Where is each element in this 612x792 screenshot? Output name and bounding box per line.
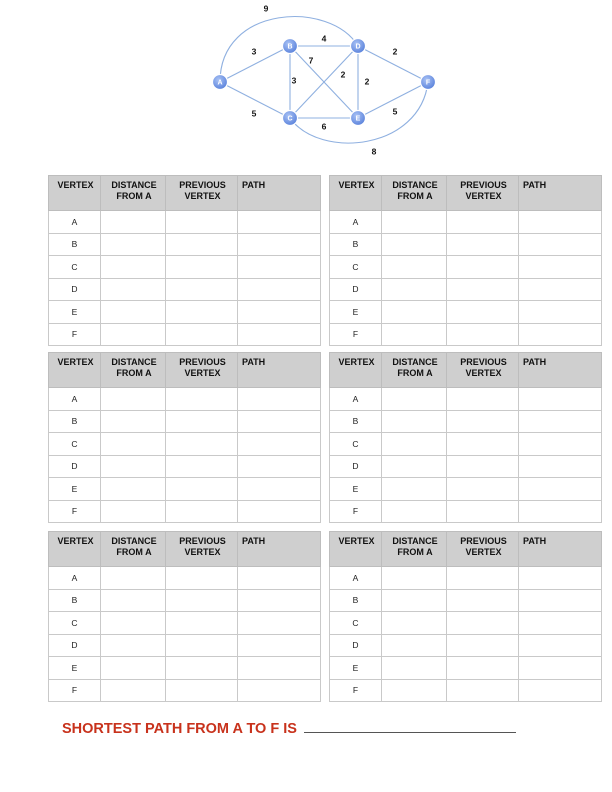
- previous-cell[interactable]: [447, 211, 519, 234]
- vertex-cell: B: [49, 410, 101, 433]
- table-row-c: [49, 256, 321, 279]
- header-path: PATH: [519, 176, 602, 211]
- path-cell[interactable]: [238, 301, 321, 324]
- distance-cell[interactable]: [382, 233, 447, 256]
- previous-cell[interactable]: [447, 410, 519, 433]
- header-distance: DISTANCE FROM A: [101, 176, 166, 211]
- path-cell[interactable]: [238, 500, 321, 523]
- path-cell[interactable]: [238, 634, 321, 657]
- vertex-cell: B: [330, 233, 382, 256]
- vertex-cell: D: [49, 455, 101, 478]
- path-cell[interactable]: [238, 567, 321, 590]
- previous-cell[interactable]: [447, 301, 519, 324]
- node-label: E: [355, 115, 361, 123]
- vertex-cell: B: [49, 233, 101, 256]
- distance-cell[interactable]: [382, 679, 447, 702]
- vertex-cell: D: [330, 634, 382, 657]
- previous-cell[interactable]: [166, 657, 238, 680]
- node-f: [421, 75, 436, 90]
- path-cell[interactable]: [238, 278, 321, 301]
- table-row-d: [330, 278, 602, 301]
- header-vertex: VERTEX: [49, 176, 101, 211]
- previous-cell[interactable]: [166, 567, 238, 590]
- table-row-b: [330, 410, 602, 433]
- distance-cell[interactable]: [101, 657, 166, 680]
- answer-label: SHORTEST PATH FROM A TO F IS: [62, 721, 297, 737]
- path-cell[interactable]: [238, 410, 321, 433]
- distance-cell[interactable]: [101, 323, 166, 346]
- node-c: [283, 111, 298, 126]
- distance-cell[interactable]: [382, 388, 447, 411]
- table-row-e: [49, 478, 321, 501]
- distance-cell[interactable]: [101, 301, 166, 324]
- header-previous: PREVIOUS VERTEX: [166, 176, 238, 211]
- dijkstra-table-5: [48, 531, 321, 702]
- table-row-a: [330, 388, 602, 411]
- edge-weight-c-e: 6: [321, 121, 327, 132]
- header-distance: DISTANCE FROM A: [382, 176, 447, 211]
- distance-cell[interactable]: [382, 589, 447, 612]
- distance-cell[interactable]: [101, 455, 166, 478]
- previous-cell[interactable]: [166, 634, 238, 657]
- distance-cell[interactable]: [101, 278, 166, 301]
- vertex-cell: E: [49, 301, 101, 324]
- previous-cell[interactable]: [166, 256, 238, 279]
- previous-cell[interactable]: [166, 433, 238, 456]
- table-row-a: [330, 567, 602, 590]
- distance-cell[interactable]: [101, 679, 166, 702]
- previous-cell[interactable]: [447, 278, 519, 301]
- previous-cell[interactable]: [166, 612, 238, 635]
- table-row-f: [49, 323, 321, 346]
- node-b: [283, 39, 298, 54]
- table-row-e: [330, 478, 602, 501]
- path-cell[interactable]: [519, 211, 602, 234]
- previous-cell[interactable]: [447, 589, 519, 612]
- header-path: PATH: [238, 532, 321, 567]
- node-e: [351, 111, 366, 126]
- path-cell[interactable]: [519, 410, 602, 433]
- distance-cell[interactable]: [101, 612, 166, 635]
- node-label: D: [355, 43, 361, 51]
- vertex-cell: A: [330, 388, 382, 411]
- path-cell[interactable]: [238, 233, 321, 256]
- distance-cell[interactable]: [101, 410, 166, 433]
- table-row-b: [330, 233, 602, 256]
- path-cell[interactable]: [238, 657, 321, 680]
- path-cell[interactable]: [238, 211, 321, 234]
- path-cell[interactable]: [238, 388, 321, 411]
- path-cell[interactable]: [519, 301, 602, 324]
- previous-cell[interactable]: [447, 323, 519, 346]
- path-cell[interactable]: [238, 433, 321, 456]
- vertex-cell: B: [330, 410, 382, 433]
- edge-weight-b-c: 3: [291, 75, 297, 86]
- distance-cell[interactable]: [382, 567, 447, 590]
- previous-cell[interactable]: [447, 657, 519, 680]
- distance-cell[interactable]: [101, 211, 166, 234]
- distance-cell[interactable]: [382, 612, 447, 635]
- node-label: B: [287, 43, 293, 51]
- node-label: F: [425, 79, 431, 87]
- header-distance: DISTANCE FROM A: [101, 532, 166, 567]
- edge-weight-b-d: 4: [321, 33, 327, 44]
- path-cell[interactable]: [519, 567, 602, 590]
- previous-cell[interactable]: [447, 679, 519, 702]
- header-vertex: VERTEX: [330, 353, 382, 388]
- table-row-b: [330, 589, 602, 612]
- previous-cell[interactable]: [447, 478, 519, 501]
- vertex-cell: C: [330, 433, 382, 456]
- table-row-a: [49, 567, 321, 590]
- table-row-c: [49, 612, 321, 635]
- vertex-cell: A: [330, 211, 382, 234]
- previous-cell[interactable]: [166, 679, 238, 702]
- previous-cell[interactable]: [447, 612, 519, 635]
- header-previous: PREVIOUS VERTEX: [166, 353, 238, 388]
- vertex-cell: C: [49, 433, 101, 456]
- table-row-e: [49, 657, 321, 680]
- weighted-graph-diagram: [0, 0, 612, 170]
- vertex-cell: B: [49, 589, 101, 612]
- vertex-cell: C: [330, 612, 382, 635]
- previous-cell[interactable]: [166, 211, 238, 234]
- vertex-cell: F: [49, 323, 101, 346]
- edge-weight-e-f: 5: [392, 106, 398, 117]
- distance-cell[interactable]: [101, 634, 166, 657]
- header-path: PATH: [238, 353, 321, 388]
- header-previous: PREVIOUS VERTEX: [447, 353, 519, 388]
- path-cell[interactable]: [519, 278, 602, 301]
- vertex-cell: D: [330, 278, 382, 301]
- node-label: A: [217, 79, 223, 87]
- previous-cell[interactable]: [447, 233, 519, 256]
- distance-cell[interactable]: [382, 278, 447, 301]
- header-distance: DISTANCE FROM A: [382, 353, 447, 388]
- previous-cell[interactable]: [166, 301, 238, 324]
- shortest-path-answer: [62, 718, 516, 737]
- distance-cell[interactable]: [382, 478, 447, 501]
- table-row-d: [49, 278, 321, 301]
- previous-cell[interactable]: [447, 256, 519, 279]
- previous-cell[interactable]: [166, 388, 238, 411]
- path-cell[interactable]: [519, 478, 602, 501]
- path-cell[interactable]: [519, 679, 602, 702]
- edge-weight-d-f: 2: [392, 46, 398, 57]
- path-cell[interactable]: [519, 455, 602, 478]
- distance-cell[interactable]: [101, 388, 166, 411]
- header-previous: PREVIOUS VERTEX: [166, 532, 238, 567]
- edge-weight-d-e: 2: [364, 76, 370, 87]
- edge-weight-c-d: 2: [340, 69, 346, 80]
- previous-cell[interactable]: [166, 500, 238, 523]
- table-row-d: [49, 455, 321, 478]
- table-row-a: [49, 211, 321, 234]
- table-row-b: [49, 589, 321, 612]
- vertex-cell: E: [330, 478, 382, 501]
- previous-cell[interactable]: [166, 278, 238, 301]
- dijkstra-table-6: [329, 531, 602, 702]
- node-d: [351, 39, 366, 54]
- vertex-cell: E: [330, 657, 382, 680]
- table-row-e: [330, 657, 602, 680]
- edge-weight-a-c: 5: [251, 108, 257, 119]
- path-cell[interactable]: [238, 455, 321, 478]
- edge-weight-b-e: 7: [308, 55, 314, 66]
- previous-cell[interactable]: [166, 323, 238, 346]
- previous-cell[interactable]: [166, 589, 238, 612]
- dijkstra-table-1: [48, 175, 321, 346]
- table-row-a: [330, 211, 602, 234]
- path-cell[interactable]: [519, 433, 602, 456]
- node-label: C: [287, 115, 293, 123]
- vertex-cell: C: [49, 256, 101, 279]
- path-cell[interactable]: [519, 256, 602, 279]
- distance-cell[interactable]: [382, 211, 447, 234]
- path-cell[interactable]: [238, 323, 321, 346]
- path-cell[interactable]: [519, 500, 602, 523]
- table-row-c: [330, 256, 602, 279]
- path-cell[interactable]: [519, 589, 602, 612]
- header-path: PATH: [519, 532, 602, 567]
- table-row-d: [49, 634, 321, 657]
- path-cell[interactable]: [519, 323, 602, 346]
- header-vertex: VERTEX: [330, 532, 382, 567]
- table-row-c: [330, 612, 602, 635]
- table-row-c: [49, 433, 321, 456]
- path-cell[interactable]: [519, 612, 602, 635]
- vertex-cell: F: [49, 679, 101, 702]
- distance-cell[interactable]: [101, 567, 166, 590]
- distance-cell[interactable]: [101, 433, 166, 456]
- header-distance: DISTANCE FROM A: [382, 532, 447, 567]
- header-vertex: VERTEX: [49, 353, 101, 388]
- table-row-b: [49, 410, 321, 433]
- node-a: [213, 75, 228, 90]
- vertex-cell: A: [49, 567, 101, 590]
- answer-blank-line[interactable]: [304, 718, 516, 733]
- header-previous: PREVIOUS VERTEX: [447, 176, 519, 211]
- table-row-f: [330, 679, 602, 702]
- previous-cell[interactable]: [447, 634, 519, 657]
- path-cell[interactable]: [519, 634, 602, 657]
- distance-cell[interactable]: [101, 233, 166, 256]
- table-row-c: [330, 433, 602, 456]
- header-vertex: VERTEX: [330, 176, 382, 211]
- vertex-cell: A: [49, 388, 101, 411]
- vertex-cell: F: [330, 679, 382, 702]
- previous-cell[interactable]: [447, 455, 519, 478]
- distance-cell[interactable]: [382, 301, 447, 324]
- vertex-cell: E: [49, 478, 101, 501]
- table-row-f: [330, 500, 602, 523]
- table-row-a: [49, 388, 321, 411]
- header-vertex: VERTEX: [49, 532, 101, 567]
- vertex-cell: F: [330, 500, 382, 523]
- path-cell[interactable]: [238, 256, 321, 279]
- vertex-cell: A: [49, 211, 101, 234]
- previous-cell[interactable]: [447, 567, 519, 590]
- vertex-cell: D: [49, 634, 101, 657]
- distance-cell[interactable]: [101, 589, 166, 612]
- table-row-f: [49, 500, 321, 523]
- dijkstra-table-4: [329, 352, 602, 523]
- path-cell[interactable]: [519, 233, 602, 256]
- dijkstra-table-2: [329, 175, 602, 346]
- path-cell[interactable]: [238, 589, 321, 612]
- distance-cell[interactable]: [382, 433, 447, 456]
- vertex-cell: E: [49, 657, 101, 680]
- vertex-cell: A: [330, 567, 382, 590]
- table-row-d: [330, 455, 602, 478]
- table-row-e: [330, 301, 602, 324]
- path-cell[interactable]: [238, 478, 321, 501]
- previous-cell[interactable]: [166, 233, 238, 256]
- table-row-f: [49, 679, 321, 702]
- vertex-cell: F: [49, 500, 101, 523]
- edge-weight-a-b: 3: [251, 46, 257, 57]
- path-cell[interactable]: [238, 612, 321, 635]
- edge-weight-c-f: 8: [371, 146, 377, 157]
- vertex-cell: D: [330, 455, 382, 478]
- header-distance: DISTANCE FROM A: [101, 353, 166, 388]
- previous-cell[interactable]: [447, 388, 519, 411]
- table-row-f: [330, 323, 602, 346]
- header-path: PATH: [519, 353, 602, 388]
- table-row-b: [49, 233, 321, 256]
- vertex-cell: D: [49, 278, 101, 301]
- vertex-cell: E: [330, 301, 382, 324]
- edge-weight-a-d: 9: [263, 3, 269, 14]
- vertex-cell: C: [330, 256, 382, 279]
- vertex-cell: F: [330, 323, 382, 346]
- previous-cell[interactable]: [447, 500, 519, 523]
- distance-cell[interactable]: [101, 500, 166, 523]
- previous-cell[interactable]: [166, 410, 238, 433]
- vertex-cell: C: [49, 612, 101, 635]
- distance-cell[interactable]: [382, 455, 447, 478]
- distance-cell[interactable]: [382, 323, 447, 346]
- vertex-cell: B: [330, 589, 382, 612]
- path-cell[interactable]: [519, 388, 602, 411]
- distance-cell[interactable]: [382, 634, 447, 657]
- distance-cell[interactable]: [101, 478, 166, 501]
- header-path: PATH: [238, 176, 321, 211]
- table-row-e: [49, 301, 321, 324]
- table-row-d: [330, 634, 602, 657]
- previous-cell[interactable]: [447, 433, 519, 456]
- previous-cell[interactable]: [166, 478, 238, 501]
- distance-cell[interactable]: [382, 256, 447, 279]
- header-previous: PREVIOUS VERTEX: [447, 532, 519, 567]
- distance-cell[interactable]: [382, 410, 447, 433]
- previous-cell[interactable]: [166, 455, 238, 478]
- distance-cell[interactable]: [101, 256, 166, 279]
- path-cell[interactable]: [238, 679, 321, 702]
- distance-cell[interactable]: [382, 657, 447, 680]
- path-cell[interactable]: [519, 657, 602, 680]
- distance-cell[interactable]: [382, 500, 447, 523]
- dijkstra-table-3: [48, 352, 321, 523]
